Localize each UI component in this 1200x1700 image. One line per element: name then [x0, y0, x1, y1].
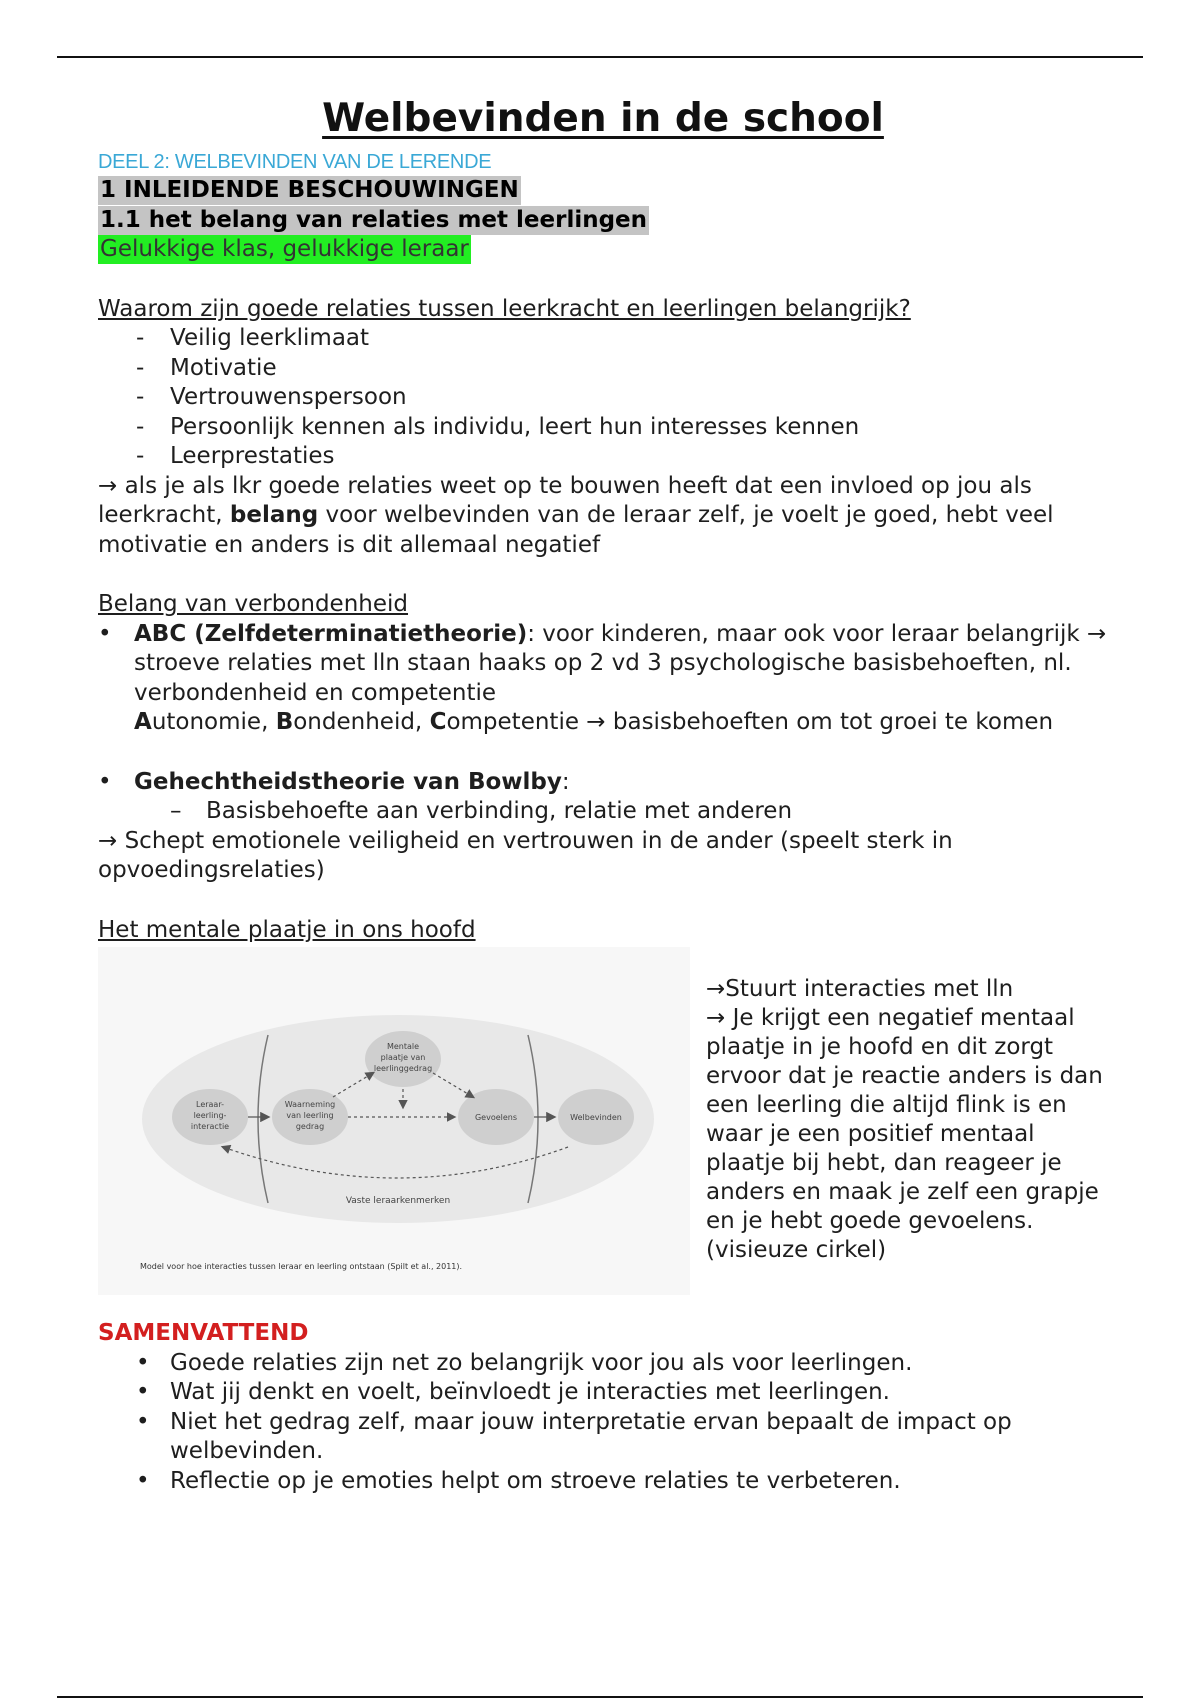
abc-item: • ABC (Zelfdeterminatietheorie): voor kinderen, maar ook voor leraar belangrijk → stroeve relaties met lln staan haaks op 2 vd 3 psychologische basisbehoeften, nl. verbondenheid en competentie Autonomie, Bondenheid, Competentie → basisbehoeften om tot groei te komen [98, 620, 1108, 738]
why-conclusion: → als je als lkr goede relaties weet op te bouwen heeft dat een invloed op jou als leerkracht, belang voor welbevinden van de leraar zelf, je voelt je goed, hebt veel motivatie en anders is dit allemaal negatief [98, 472, 1054, 558]
list-item: - Motivatie [98, 354, 1108, 384]
list-item: - Persoonlijk kennen als individu, leert hun interesses kennen [98, 413, 1108, 443]
mental-section [98, 947, 1108, 1305]
list-item: - Leerprestaties [98, 442, 1108, 472]
wellbeing-node-label: Welbevinden [570, 1113, 622, 1122]
green-highlight: Gelukkige klas, gelukkige leraar [100, 236, 469, 262]
mental-heading: Het mentale plaatje in ons hoofd [98, 916, 476, 943]
interaction-node-line-3: interactie [190, 1122, 230, 1131]
connectedness-list [98, 620, 1108, 738]
interaction-node-line-2: leerling- [193, 1111, 227, 1120]
loop-label: Vaste leraarkenmerken [345, 1196, 451, 1206]
section-label: DEEL 2: WELBEVINDEN VAN DE LERENDE [98, 151, 492, 173]
why-question: Waarom zijn goede relaties tussen leerkracht en leerlingen belangrijk? [98, 295, 911, 322]
mental-explanation-1: →Stuurt interacties met lln [706, 976, 1014, 1002]
interaction-model-figure [98, 947, 690, 1295]
interaction-model-diagram [98, 947, 690, 1295]
mental-explanation-2: → Je krijgt een negatief mentaal plaatje in je hoofd en dit zorgt ervoor dat je reactie anders is dan een leerling die altijd flink is en waar je een positief mentaal plaatje bij hebt, dan reageer je anders en maak je zelf een grapje en je hebt goede gevoelens. (visieuze cirkel) [706, 1005, 1103, 1263]
list-item: - Veilig leerklimaat [98, 324, 1108, 354]
summary-heading: SAMENVATTEND [98, 1320, 309, 1346]
heading-1: 1 INLEIDENDE BESCHOUWINGEN [100, 177, 519, 203]
bowlby-list [98, 768, 1108, 798]
document-page [98, 90, 1108, 1496]
perception-node-line-2: van leerling [286, 1111, 334, 1120]
perception-node-line-3: gedrag [295, 1122, 325, 1131]
figure-caption: Model voor hoe interacties tussen leraar en leerling ontstaan (Spilt et al., 2011). [140, 1262, 463, 1271]
mental-image-node-line-3: leerlinggedrag [373, 1064, 433, 1073]
list-item: • Wat jij denkt en voelt, beïnvloedt je interacties met leerlingen. [98, 1378, 1108, 1408]
list-item: • Niet het gedrag zelf, maar jouw interpretatie ervan bepaalt de impact op welbevinden. [98, 1408, 1108, 1467]
bowlby-sublist [98, 797, 1108, 827]
arrow-icon: → [98, 472, 118, 499]
mental-image-node-line-2: plaatje van [380, 1053, 426, 1062]
page-title: Welbevinden in de school [322, 96, 884, 141]
mental-image-node-line-1: Mentale [386, 1042, 420, 1051]
why-list [98, 324, 1108, 472]
perception-node-line-1: Waarneming [284, 1100, 336, 1109]
top-rule [57, 56, 1143, 58]
list-item: - Vertrouwenspersoon [98, 383, 1108, 413]
connectedness-heading: Belang van verbondenheid [98, 591, 409, 617]
list-item: • Reflectie op je emoties helpt om stroeve relaties te verbeteren. [98, 1467, 1108, 1497]
mental-explanation [706, 975, 1106, 1265]
heading-1-1: 1.1 het belang van relaties met leerlingen [100, 206, 648, 233]
bowlby-item: • Gehechtheidstheorie van Bowlby: [98, 768, 1108, 798]
interaction-node-line-1: Leraar- [196, 1100, 224, 1109]
list-item: – Basisbehoefte aan verbinding, relatie met anderen [98, 797, 1108, 827]
bowlby-conclusion: → Schept emotionele veiligheid en vertrouwen in de ander (speelt sterk in opvoedingsrelaties) [98, 827, 953, 883]
feelings-node-label: Gevoelens [474, 1113, 518, 1122]
summary-list [98, 1349, 1108, 1497]
list-item: • Goede relaties zijn net zo belangrijk voor jou als voor leerlingen. [98, 1349, 1108, 1379]
bottom-rule [57, 1696, 1143, 1698]
